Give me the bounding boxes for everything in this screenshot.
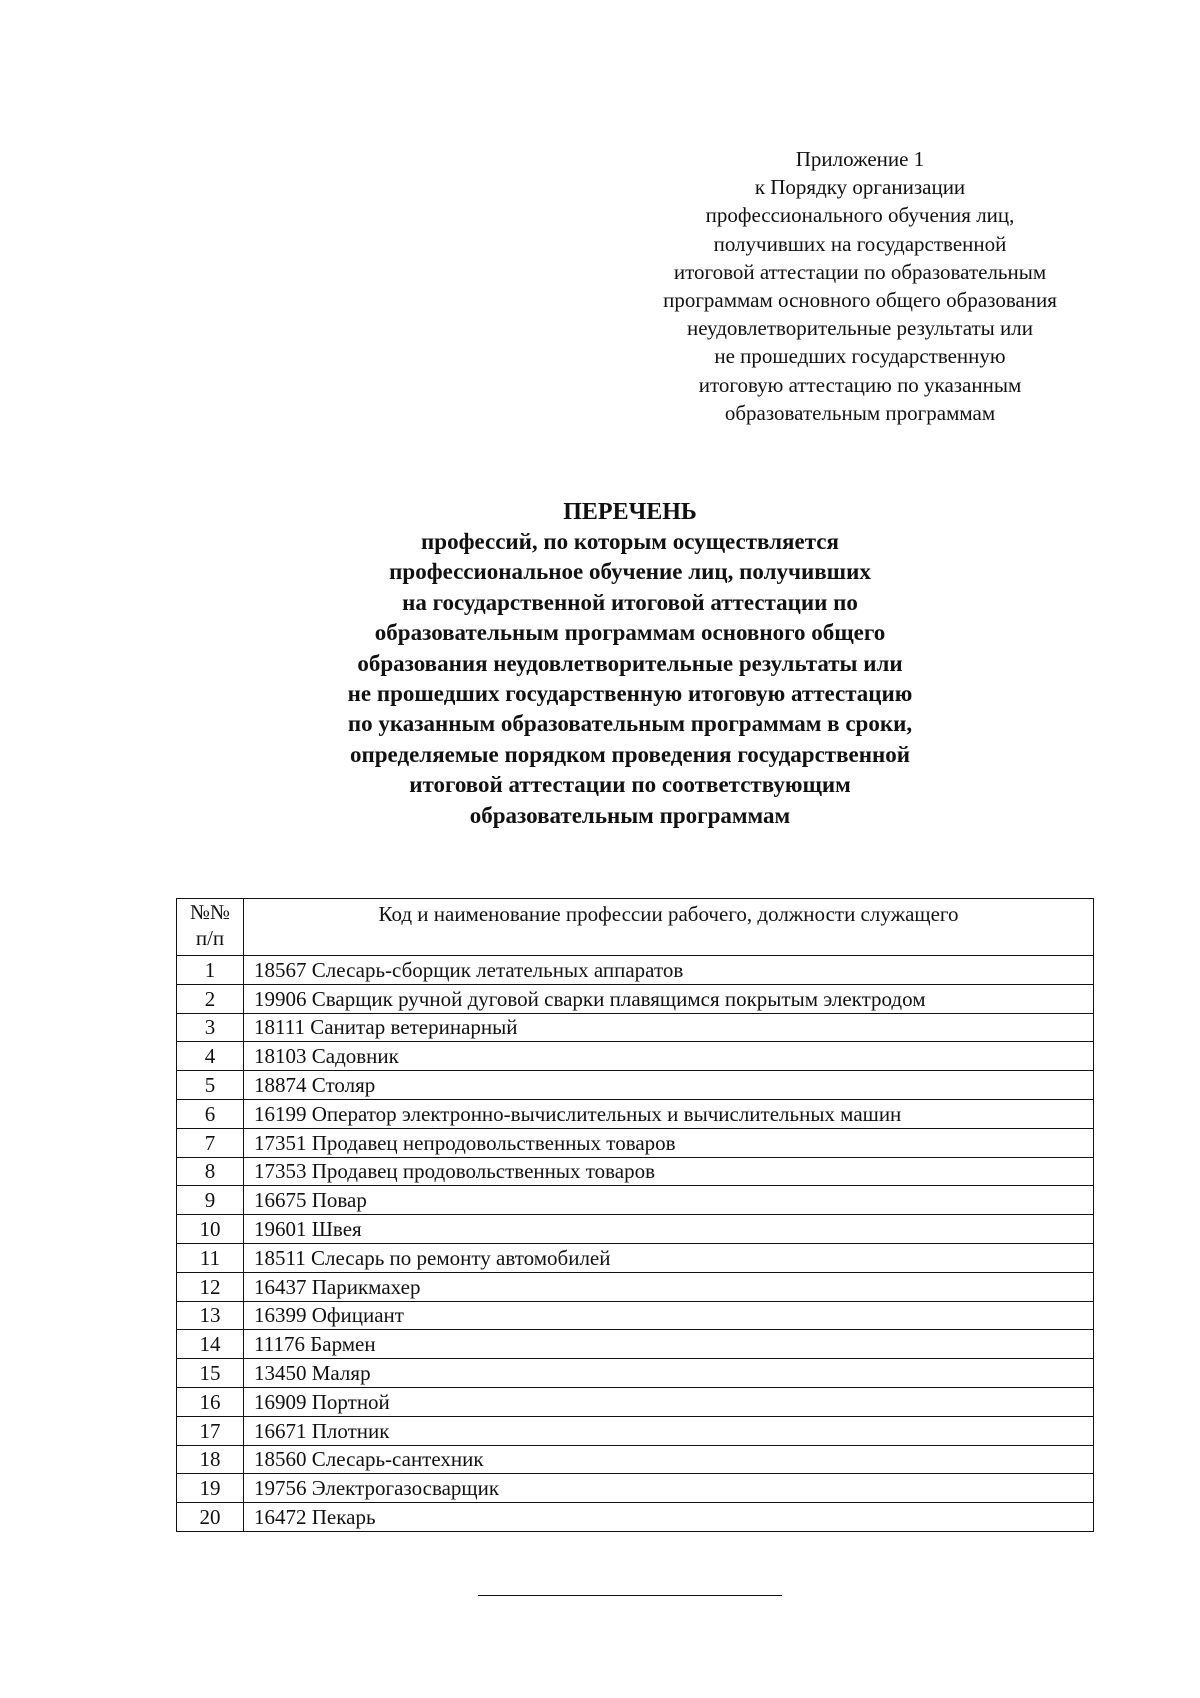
heading-line: итоговой аттестации по соответствующим xyxy=(409,772,851,798)
profession-name: 16671 Плотник xyxy=(244,1416,1094,1445)
row-number: 5 xyxy=(177,1071,244,1100)
profession-name: 18567 Слесарь-сборщик летательных аппаратов xyxy=(244,956,1094,985)
document-heading xyxy=(230,497,1030,831)
table-row xyxy=(177,1272,1094,1301)
profession-name: 16437 Парикмахер xyxy=(244,1272,1094,1301)
table-row xyxy=(177,1128,1094,1157)
profession-name: 18111 Санитар ветеринарный xyxy=(244,1013,1094,1042)
row-number: 16 xyxy=(177,1387,244,1416)
heading-line: профессий, по которым осуществляется xyxy=(421,529,839,554)
appendix-block xyxy=(630,145,1090,427)
row-number: 10 xyxy=(177,1215,244,1244)
row-number: 18 xyxy=(177,1445,244,1474)
heading-line: на государственной итоговой аттестации по xyxy=(402,589,858,615)
table-row xyxy=(177,1243,1094,1272)
heading-line: не прошедших государственную итоговую аттестацию xyxy=(347,681,913,707)
appendix-line: итоговую аттестацию по указанным xyxy=(698,372,1022,397)
profession-name: 11176 Бармен xyxy=(244,1330,1094,1359)
heading-line: профессиональное обучение лиц, получивших xyxy=(389,559,871,585)
row-number: 15 xyxy=(177,1359,244,1388)
row-number: 17 xyxy=(177,1416,244,1445)
table-row xyxy=(177,1301,1094,1330)
appendix-line: образовательным программам xyxy=(724,400,996,425)
table-row xyxy=(177,956,1094,985)
table-header-row xyxy=(177,899,1094,956)
table-row xyxy=(177,1445,1094,1474)
profession-name: 16675 Повар xyxy=(244,1186,1094,1215)
heading-line: по указанным образовательным программам в сроки, xyxy=(347,711,913,737)
row-number: 4 xyxy=(177,1042,244,1071)
profession-column-header: Код и наименование профессии рабочего, должности служащего xyxy=(244,899,1094,956)
row-number: 7 xyxy=(177,1128,244,1157)
profession-name: 16472 Пекарь xyxy=(244,1503,1094,1532)
table-row xyxy=(177,1416,1094,1445)
number-column-header xyxy=(177,899,244,956)
table-row xyxy=(177,1474,1094,1503)
heading-line: образовательным программам основного общего xyxy=(374,620,886,646)
table-row xyxy=(177,1186,1094,1215)
table-row xyxy=(177,1099,1094,1128)
table-row xyxy=(177,1071,1094,1100)
appendix-line: получивших на государственной xyxy=(713,231,1007,256)
table-row xyxy=(177,1215,1094,1244)
profession-name: 17353 Продавец продовольственных товаров xyxy=(244,1157,1094,1186)
profession-name: 18560 Слесарь-сантехник xyxy=(244,1445,1094,1474)
table-row xyxy=(177,1042,1094,1071)
profession-name: 16399 Официант xyxy=(244,1301,1094,1330)
row-number: 3 xyxy=(177,1013,244,1042)
professions-table xyxy=(176,898,1094,1532)
number-header-line: п/п xyxy=(195,926,225,950)
row-number: 13 xyxy=(177,1301,244,1330)
profession-name: 19601 Швея xyxy=(244,1215,1094,1244)
profession-name: 19756 Электрогазосварщик xyxy=(244,1474,1094,1503)
profession-name: 13450 Маляр xyxy=(244,1359,1094,1388)
appendix-line: Приложение 1 xyxy=(795,147,925,171)
profession-name: 16909 Портной xyxy=(244,1387,1094,1416)
row-number: 6 xyxy=(177,1099,244,1128)
row-number: 19 xyxy=(177,1474,244,1503)
profession-name: 19906 Сварщик ручной дуговой сварки плавящимся покрытым электродом xyxy=(244,984,1094,1013)
table-row xyxy=(177,1387,1094,1416)
row-number: 8 xyxy=(177,1157,244,1186)
row-number: 1 xyxy=(177,956,244,985)
row-number: 12 xyxy=(177,1272,244,1301)
table-row xyxy=(177,1157,1094,1186)
row-number: 20 xyxy=(177,1503,244,1532)
appendix-line: неудовлетворительные результаты или xyxy=(687,316,1033,341)
table-row xyxy=(177,984,1094,1013)
number-header-line: №№ xyxy=(189,900,231,924)
document-title: ПЕРЕЧЕНЬ xyxy=(563,499,697,525)
heading-line: образовательным программам xyxy=(469,802,791,828)
table-row xyxy=(177,1013,1094,1042)
profession-name: 18103 Садовник xyxy=(244,1042,1094,1071)
row-number: 2 xyxy=(177,984,244,1013)
appendix-line: не прошедших государственную xyxy=(714,344,1006,369)
profession-name: 17351 Продавец непродовольственных товаров xyxy=(244,1128,1094,1157)
profession-name: 16199 Оператор электронно-вычислительных и вычислительных машин xyxy=(244,1099,1094,1128)
row-number: 11 xyxy=(177,1243,244,1272)
row-number: 9 xyxy=(177,1186,244,1215)
appendix-line: итоговой аттестации по образовательным xyxy=(673,259,1047,284)
profession-name: 18874 Столяр xyxy=(244,1071,1094,1100)
heading-line: определяемые порядком проведения государственной xyxy=(350,741,910,767)
appendix-line: к Порядку организации xyxy=(754,175,966,200)
table-row xyxy=(177,1503,1094,1532)
table-row xyxy=(177,1330,1094,1359)
appendix-line: профессионального обучения лиц, xyxy=(705,203,1015,228)
table-row xyxy=(177,1359,1094,1388)
heading-line: образования неудовлетворительные результаты или xyxy=(357,650,903,676)
appendix-line: программам основного общего образования xyxy=(663,288,1057,313)
profession-name: 18511 Слесарь по ремонту автомобилей xyxy=(244,1243,1094,1272)
end-divider xyxy=(478,1595,782,1596)
row-number: 14 xyxy=(177,1330,244,1359)
